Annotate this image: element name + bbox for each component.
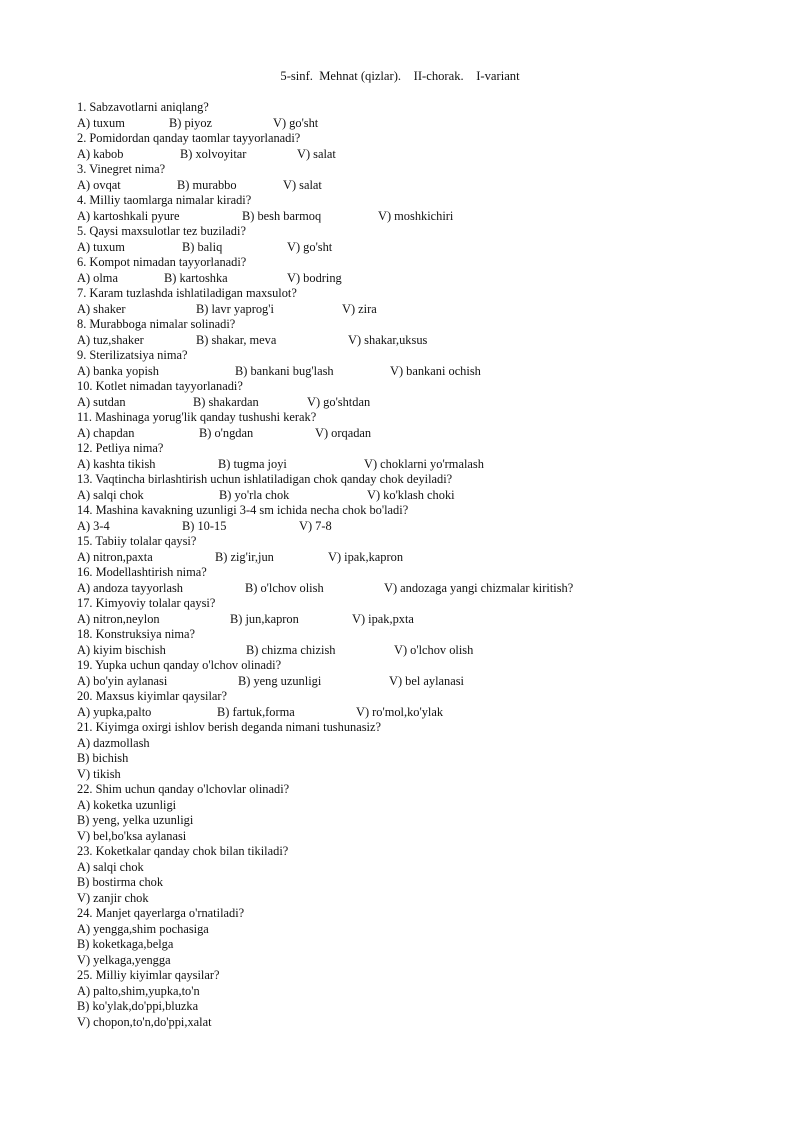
- question-text: 22. Shim uchun qanday o'lchovlar olinadi?: [77, 782, 290, 796]
- question-text: 10. Kotlet nimadan tayyorlanadi?: [77, 379, 243, 393]
- answer-option: V) go'sht: [287, 239, 333, 254]
- answer-option: A) salqi chok: [77, 859, 144, 874]
- answer-option: A) koketka uzunligi: [77, 797, 177, 812]
- question-text: 21. Kiyimga oxirgi ishlov berish deganda nimani tushunasiz?: [77, 720, 381, 734]
- answer-option: A) chapdan: [77, 425, 135, 440]
- answer-option: A) bo'yin aylanasi: [77, 673, 168, 688]
- answer-option: B) o'lchov olish: [245, 580, 324, 595]
- answer-option: V) go'sht: [273, 115, 319, 130]
- answer-options-row: [77, 302, 777, 318]
- question-text: 9. Sterilizatsiya nima?: [77, 348, 188, 362]
- answer-option: A) ovqat: [77, 177, 121, 192]
- question-text: 4. Milliy taomlarga nimalar kiradi?: [77, 193, 252, 207]
- question-text: 24. Manjet qayerlarga o'rnatiladi?: [77, 906, 245, 920]
- answer-options-row: [77, 426, 777, 442]
- answer-option: A) tuxum: [77, 115, 125, 130]
- answer-option: A) 3-4: [77, 518, 110, 533]
- answer-option: B) chizma chizish: [246, 642, 336, 657]
- question-text: 1. Sabzavotlarni aniqlang?: [77, 100, 209, 114]
- answer-option: V) bankani ochish: [390, 363, 481, 378]
- question-text: 2. Pomidordan qanday taomlar tayyorlanadi?: [77, 131, 301, 145]
- question-text: 5. Qaysi maxsulotlar tez buziladi?: [77, 224, 246, 238]
- answer-option: B) bichish: [77, 751, 129, 765]
- answer-option: V) salat: [297, 146, 336, 161]
- answer-option: V) go'shtdan: [307, 394, 371, 409]
- answer-option: A) salqi chok: [77, 487, 144, 502]
- answer-option: A) yengga,shim pochasiga: [77, 921, 209, 936]
- answer-option: A) nitron,neylon: [77, 611, 160, 626]
- answer-options-row: [77, 364, 777, 380]
- answer-option: V) yelkaga,yengga: [77, 952, 171, 967]
- answer-option: A) kartoshkali pyure: [77, 208, 180, 223]
- answer-option: A) yupka,palto: [77, 704, 152, 719]
- answer-option: V) chopon,to'n,do'ppi,xalat: [77, 1014, 212, 1029]
- answer-option: A) tuxum: [77, 239, 125, 254]
- answer-option: A) sutdan: [77, 394, 126, 409]
- answer-options-row: [77, 674, 777, 690]
- question-text: 3. Vinegret nima?: [77, 162, 166, 176]
- answer-option: V) bel aylanasi: [389, 673, 465, 688]
- answer-options-row: [77, 550, 777, 566]
- answer-option: V) moshkichiri: [378, 208, 454, 223]
- answer-option: B) baliq: [182, 239, 223, 254]
- question-text: 20. Maxsus kiyimlar qaysilar?: [77, 689, 228, 703]
- answer-option: V) zira: [342, 301, 377, 316]
- answer-option: V) ko'klash choki: [367, 487, 455, 502]
- question-text: 16. Modellashtirish nima?: [77, 565, 207, 579]
- answer-option: V) 7-8: [299, 518, 332, 533]
- answer-option: B) tugma joyi: [218, 456, 287, 471]
- answer-option: V) shakar,uksus: [348, 332, 428, 347]
- answer-option: V) zanjir chok: [77, 890, 149, 905]
- answer-option: A) shaker: [77, 301, 126, 316]
- answer-option: A) olma: [77, 270, 118, 285]
- answer-option: V) andozaga yangi chizmalar kiritish?: [384, 580, 574, 595]
- answer-option: V) bodring: [287, 270, 342, 285]
- answer-option: A) kiyim bischish: [77, 642, 166, 657]
- question-text: 6. Kompot nimadan tayyorlanadi?: [77, 255, 247, 269]
- answer-option: V) ipak,kapron: [328, 549, 404, 564]
- answer-option: B) shakar, meva: [196, 332, 277, 347]
- answer-option: B) xolvoyitar: [180, 146, 247, 161]
- question-text: 12. Petliya nima?: [77, 441, 164, 455]
- question-text: 11. Mashinaga yorug'lik qanday tushushi kerak?: [77, 410, 317, 424]
- answer-option: V) ro'mol,ko'ylak: [356, 704, 444, 719]
- question-text: 8. Murabboga nimalar solinadi?: [77, 317, 236, 331]
- answer-option: V) choklarni yo'rmalash: [364, 456, 484, 471]
- answer-option: A) kabob: [77, 146, 124, 161]
- answer-option: V) tikish: [77, 766, 121, 781]
- question-text: 13. Vaqtincha birlashtirish uchun ishlatiladigan chok qanday chok deyiladi?: [77, 472, 453, 486]
- question-text: 25. Milliy kiyimlar qaysilar?: [77, 968, 220, 982]
- answer-options-row: [77, 643, 777, 659]
- answer-option: A) andoza tayyorlash: [77, 580, 183, 595]
- question-text: 19. Yupka uchun qanday o'lchov olinadi?: [77, 658, 282, 672]
- answer-options-row: [77, 116, 777, 132]
- answer-options-row: [77, 395, 777, 411]
- answer-option: V) ipak,pxta: [352, 611, 414, 626]
- answer-option: A) kashta tikish: [77, 456, 156, 471]
- answer-options-row: [77, 240, 777, 256]
- answer-options-row: [77, 333, 777, 349]
- question-text: 14. Mashina kavakning uzunligi 3-4 sm ichida necha chok bo'ladi?: [77, 503, 409, 517]
- answer-options-row: [77, 581, 777, 597]
- answer-options-row: [77, 209, 777, 225]
- answer-option: A) nitron,paxta: [77, 549, 153, 564]
- answer-option: A) tuz,shaker: [77, 332, 144, 347]
- answer-options-row: [77, 488, 777, 504]
- answer-option: A) banka yopish: [77, 363, 159, 378]
- answer-options-row: [77, 271, 777, 287]
- answer-option: B) yeng uzunligi: [238, 673, 322, 688]
- answer-option: V) o'lchov olish: [394, 642, 474, 657]
- answer-options-row: [77, 519, 777, 535]
- answer-option: B) 10-15: [182, 518, 227, 533]
- answer-option: B) koketkaga,belga: [77, 937, 174, 951]
- answer-option: B) kartoshka: [164, 270, 228, 285]
- answer-option: V) bel,bo'ksa aylanasi: [77, 828, 187, 843]
- question-text: 7. Karam tuzlashda ishlatiladigan maxsulot?: [77, 286, 297, 300]
- question-text: 18. Konstruksiya nima?: [77, 627, 196, 641]
- answer-option: B) murabbo: [177, 177, 237, 192]
- page-title: 5-sinf. Mehnat (qizlar). II-chorak. I-variant: [280, 69, 520, 83]
- answer-options-row: [77, 178, 777, 194]
- question-text: 15. Tabiiy tolalar qaysi?: [77, 534, 197, 548]
- answer-option: B) besh barmoq: [242, 208, 322, 223]
- answer-option: A) dazmollash: [77, 735, 150, 750]
- question-text: 17. Kimyoviy tolalar qaysi?: [77, 596, 216, 610]
- answer-option: B) lavr yaprog'i: [196, 301, 274, 316]
- answer-option: A) palto,shim,yupka,to'n: [77, 983, 200, 998]
- answer-option: B) fartuk,forma: [217, 704, 295, 719]
- answer-option: B) ko'ylak,do'ppi,bluzka: [77, 999, 199, 1013]
- answer-options-row: [77, 457, 777, 473]
- answer-option: B) yeng, yelka uzunligi: [77, 813, 194, 827]
- answer-options-row: [77, 705, 777, 721]
- question-text: 23. Koketkalar qanday chok bilan tikiladi?: [77, 844, 289, 858]
- question-list: [77, 100, 777, 1030]
- answer-option: B) bostirma chok: [77, 875, 164, 889]
- answer-option: V) orqadan: [315, 425, 372, 440]
- answer-option: V) salat: [283, 177, 322, 192]
- answer-option: B) shakardan: [193, 394, 259, 409]
- answer-option: B) o'ngdan: [199, 425, 254, 440]
- answer-option: B) zig'ir,jun: [215, 549, 274, 564]
- answer-option: B) jun,kapron: [230, 611, 299, 626]
- answer-option: B) yo'rla chok: [219, 487, 290, 502]
- answer-options-row: [77, 612, 777, 628]
- answer-option: B) bankani bug'lash: [235, 363, 334, 378]
- answer-option: B) piyoz: [169, 115, 213, 130]
- answer-options-row: [77, 147, 777, 163]
